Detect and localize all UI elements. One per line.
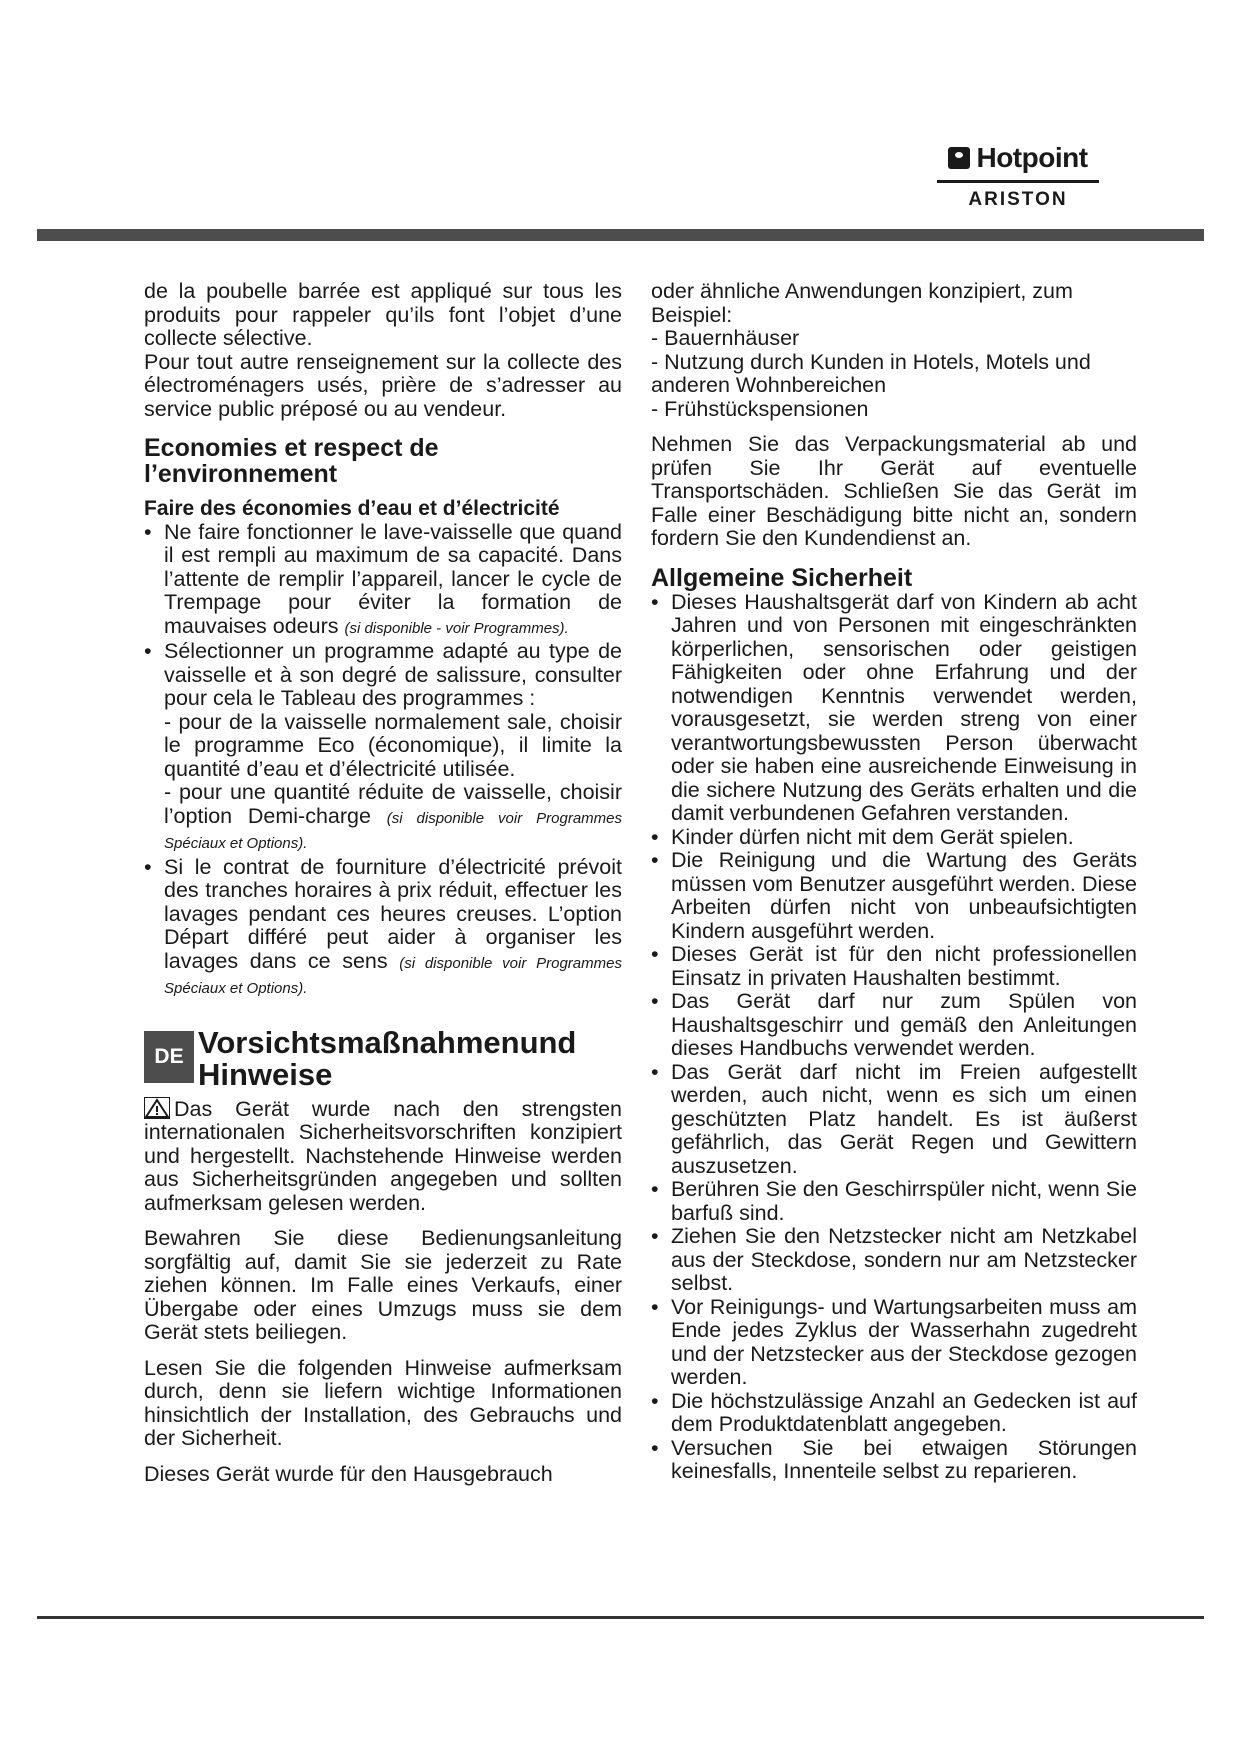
warning-icon <box>144 1097 170 1119</box>
list-item: • Das Gerät darf nur zum Spülen von Haushaltsgeschirr und gemäß den Anleitungen dieses Handbuchs verwendet werden. <box>651 990 1137 1061</box>
left-column <box>144 280 622 1486</box>
list-item: • Dieses Haushaltsgerät darf von Kindern ab acht Jahren und von Personen mit eingeschränkten körperlichen, sensorischen oder geistigen Fähigkeiten oder ohne Erfahrung und der notwendigen Kenntnis verwendet werden, vorausgesetzt, sie werden streng von einer verantwortungsbewussten Person überwacht oder sie haben eine ausreichende Einweisung in die sichere Nutzung des Geräts erhalten und die damit verbundenen Gefahren verstanden. <box>651 591 1137 826</box>
packaging-paragraph: Nehmen Sie das Verpackungsmaterial ab und prüfen Sie Ihr Gerät auf eventuelle Transportschäden. Schließen Sie das Gerät im Falle einer Beschädigung bitte nicht an, sondern fordern Sie den Kundendienst an. <box>651 432 1137 550</box>
safety-title: Allgemeine Sicherheit <box>651 563 913 592</box>
list-item: • Kinder dürfen nicht mit dem Gerät spielen. <box>651 826 1137 850</box>
safety-paragraph-2: Bewahren Sie diese Bedienungsanleitung sorgfältig auf, damit Sie sie jederzeit zu Rate ziehen können. Im Falle eines Verkaufs, einer Übergabe oder eines Umzugs muss sie dem Gerät stets beiliegen. <box>144 1226 622 1344</box>
list-item: • Versuchen Sie bei etwaigen Störungen keinesfalls, Innenteile selbst zu reparieren. <box>651 1437 1137 1484</box>
eco-list <box>144 521 622 1001</box>
hotpoint-logo-icon <box>948 147 970 169</box>
list-item: • Das Gerät darf nicht im Freien aufgestellt werden, auch nicht, wenn es sich um einen geschützten Platz handelt. Es ist äußerst gefährlich, das Gerät Regen und Gewittern auszusetzen. <box>651 1061 1137 1179</box>
language-badge: DE <box>144 1031 194 1083</box>
list-item: • Dieses Gerät ist für den nicht professionellen Einsatz in privaten Haushalten bestimmt. <box>651 943 1137 990</box>
list-item: • Ne faire fonctionner le lave-vaisselle que quand il est rempli au maximum de sa capacité. Dans l’attente de remplir l’appareil, lancer le cycle de Trempage pour éviter la formation de mauvaises odeurs (si disponible - voir Programmes). <box>144 521 622 641</box>
logo-divider <box>937 180 1099 183</box>
right-intro-item: - Bauernhäuser <box>651 326 800 350</box>
brand-logo <box>937 142 1099 211</box>
header-bar <box>37 229 1204 241</box>
list-item: • Die Reinigung und die Wartung des Geräts müssen vom Benutzer ausgeführt werden. Diese Arbeiten dürfen nicht von unbeaufsichtigten Kindern ausgeführt werden. <box>651 849 1137 943</box>
page-title-line-2: Hinweise <box>198 1056 333 1092</box>
eco-title: Economies et respect de l’environnement <box>144 434 439 488</box>
safety-paragraph-4: Dieses Gerät wurde für den Hausgebrauch <box>144 1461 553 1486</box>
right-intro-item: - Nutzung durch Kunden in Hotels, Motels und anderen Wohnbereichen <box>651 349 1091 397</box>
safety-list <box>651 591 1137 1484</box>
safety-paragraph-3: Lesen Sie die folgenden Hinweise aufmerksam durch, denn sie liefern wichtige Informationen hinsichtlich der Installation, des Gebrauchs und der Sicherheit. <box>144 1355 622 1450</box>
list-item: • Sélectionner un programme adapté au type de vaisselle et à son degré de salissure, consulter pour cela le Tableau des programmes : - pour de la vaisselle normalement sale, choisir le programme Eco (économique), il limite la quantité d’eau et d’électricité utilisée. - pour une quantité réduite de vaisselle, choisir l’option Demi-charge (si disponible voir Programmes Spéciaux et Options). <box>144 640 622 856</box>
brand-sub: ARISTON <box>968 189 1068 210</box>
intro-paragraph-1: de la poubelle barrée est appliqué sur tous les produits pour rappeler qu’ils font l’objet d’une collecte sélective. <box>144 279 622 350</box>
sub-item: - pour de la vaisselle normalement sale, choisir le programme Eco (économique), il limite la quantité d’eau et d’électricité utilisée. <box>164 709 622 781</box>
safety-paragraph-1: Das Gerät wurde nach den strengsten internationalen Sicherheitsvorschriften konzipiert und hergestellt. Nachstehende Hinweise werden aus Sicherheitsgründen angegeben und sollten aufmerksam gelesen werden. <box>144 1096 622 1215</box>
right-column <box>651 280 1137 1484</box>
footer-rule <box>37 1616 1204 1619</box>
right-intro-item: - Frühstückspensionen <box>651 396 869 421</box>
list-item: • Vor Reinigungs- und Wartungsarbeiten muss am Ende jedes Zyklus der Wasserhahn zugedreht und der Netzstecker aus der Steckdose gezogen werden. <box>651 1296 1137 1390</box>
list-item: • Berühren Sie den Geschirrspüler nicht, wenn Sie barfuß sind. <box>651 1178 1137 1225</box>
list-item: • Si le contrat de fourniture d’électricité prévoit des tranches horaires à prix réduit, effectuer les lavages pendant ces heures creuses. L’option Départ différé peut aider à organiser les lavages dans ce sens (si disponible voir Programmes Spéciaux et Options). <box>144 856 622 1001</box>
list-item: • Die höchstzulässige Anzahl an Gedecken ist auf dem Produktdatenblatt angegeben. <box>651 1390 1137 1437</box>
brand-name: Hotpoint <box>976 142 1088 173</box>
section-heading-de <box>144 1024 622 1092</box>
page-title-line-1: Vorsichtsmaßnahmenund <box>198 1024 577 1060</box>
list-item: • Ziehen Sie den Netzstecker nicht am Netzkabel aus der Steckdose, sondern nur am Netzstecker selbst. <box>651 1225 1137 1296</box>
sub-item: - pour une quantité réduite de vaisselle, choisir l’option Demi-charge (si disponible voir Programmes Spéciaux et Options). <box>164 780 622 852</box>
intro-paragraph-2: Pour tout autre renseignement sur la collecte des électroménagers usés, prière de s’adresser au service public préposé ou au vendeur. <box>144 349 622 421</box>
eco-subtitle: Faire des économies d’eau et d’électricité <box>144 497 560 520</box>
right-intro: oder ähnliche Anwendungen konzipiert, zum Beispiel: <box>651 279 1073 327</box>
